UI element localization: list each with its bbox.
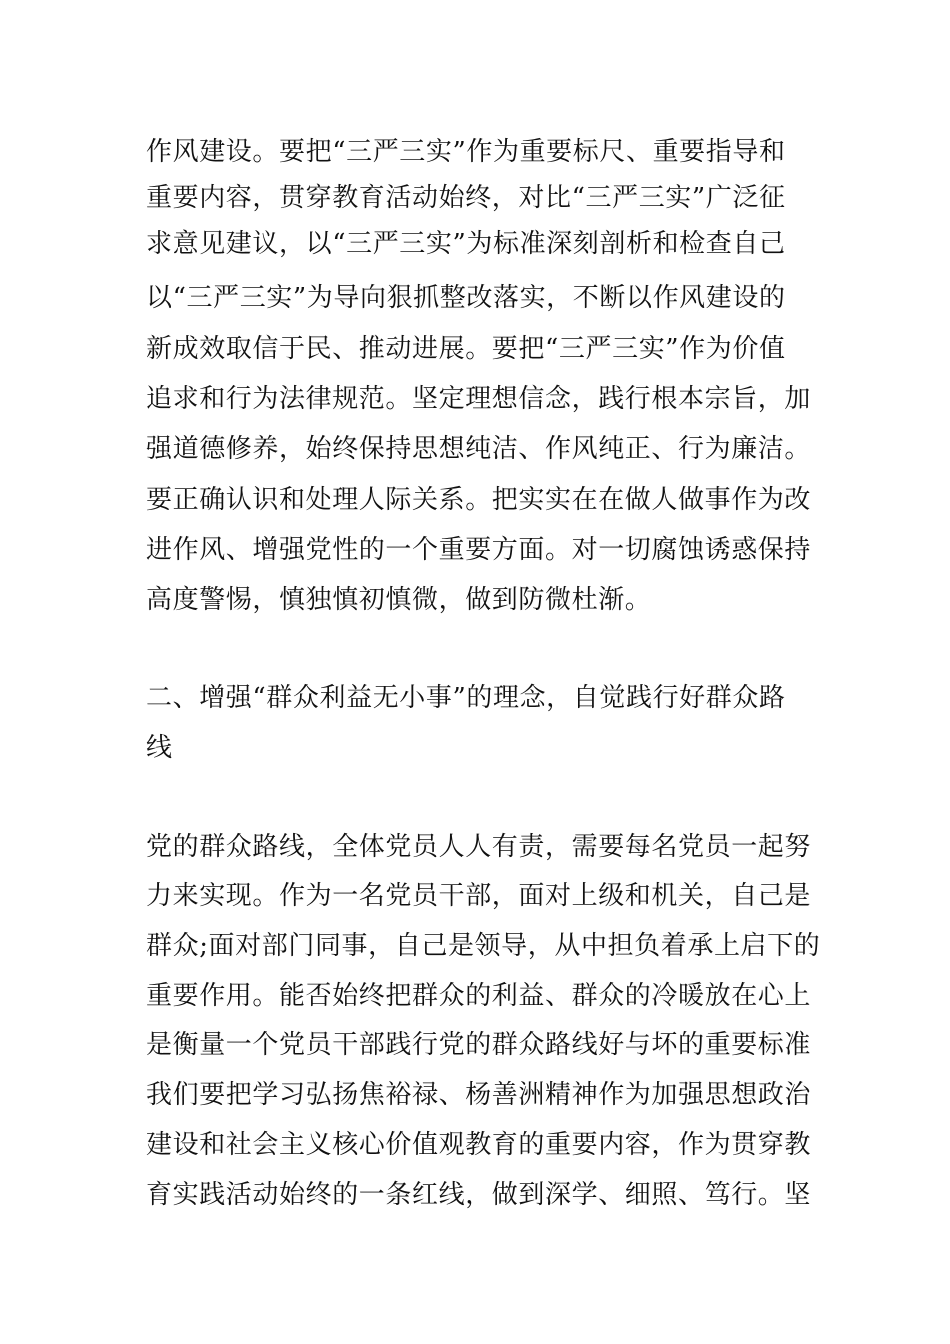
text-line: 建设和社会主义核心价值观教育的重要内容，作为贯穿教 — [146, 1130, 812, 1160]
text-line: 重要作用。能否始终把群众的利益、群众的冷暖放在心上 — [146, 981, 812, 1011]
text-line: 力来实现。作为一名党员干部，面对上级和机关，自己是 — [146, 881, 812, 911]
text-line: 追求和行为法律规范。坚定理想信念，践行根本宗旨，加 — [146, 384, 812, 414]
heading-line: 线 — [146, 733, 173, 763]
text-line: 作风建设。要把“三严三实”作为重要标尺、重要指导和 — [146, 137, 786, 167]
text-line: 强道德修养，始终保持思想纯洁、作风纯正、行为廉洁。 — [146, 434, 812, 464]
text-line: 我们要把学习弘扬焦裕禄、杨善洲精神作为加强思想政治 — [146, 1080, 812, 1110]
text-line: 进作风、增强党性的一个重要方面。对一切腐蚀诱惑保持 — [146, 535, 812, 565]
text-line: 是衡量一个党员干部践行党的群众路线好与坏的重要标准 — [146, 1030, 812, 1060]
text-line: 党的群众路线，全体党员人人有责，需要每名党员一起努 — [146, 832, 812, 862]
text-line: 要正确认识和处理人际关系。把实实在在做人做事作为改 — [146, 485, 812, 515]
text-line: 求意见建议，以“三严三实”为标准深刻剖析和检查自己 — [146, 229, 786, 259]
text-line: 育实践活动始终的一条红线，做到深学、细照、笃行。坚 — [146, 1180, 812, 1210]
text-line: 群众;面对部门同事，自己是领导，从中担负着承上启下的 — [146, 931, 821, 961]
text-line: 高度警惕，慎独慎初慎微，做到防微杜渐。 — [146, 585, 652, 615]
text-line: 重要内容，贯穿教育活动始终，对比“三严三实”广泛征 — [146, 183, 786, 213]
heading-line: 二、增强“群众利益无小事”的理念，自觉践行好群众路 — [146, 683, 786, 713]
text-line: 新成效取信于民、推动进展。要把“三严三实”作为价值 — [146, 334, 786, 364]
text-line: 以“三严三实”为导向狠抓整改落实，不断以作风建设的 — [146, 283, 786, 313]
